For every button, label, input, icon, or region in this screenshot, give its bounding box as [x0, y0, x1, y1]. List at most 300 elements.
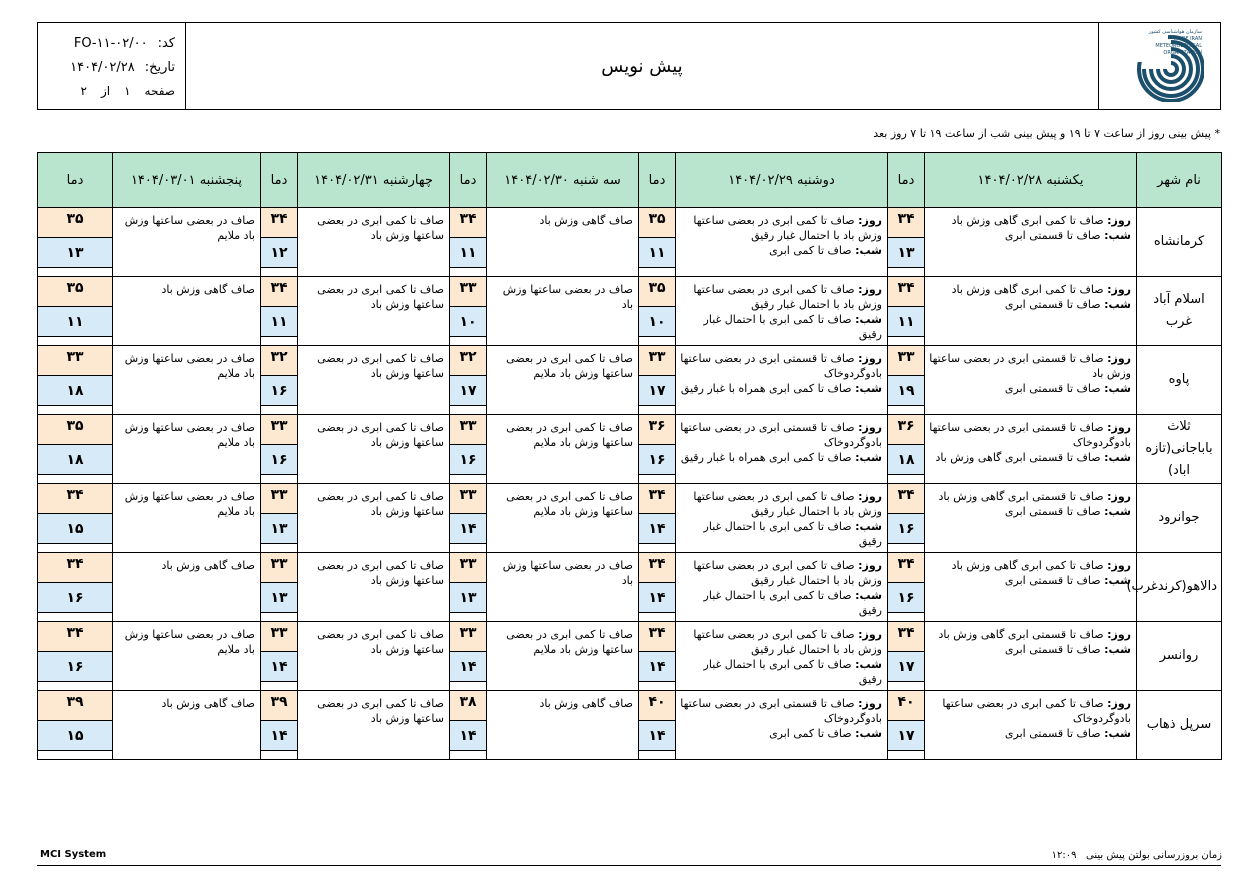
temperature-cell	[38, 691, 113, 760]
min-temperature: ۱۴	[639, 514, 675, 544]
day-forecast-text: صاف تا قسمتی ابری گاهی وزش باد	[938, 628, 1104, 641]
forecast-description	[925, 277, 1137, 346]
min-temperature: ۱۸	[38, 376, 112, 406]
temperature-cell	[38, 553, 113, 622]
temperature-cell	[639, 346, 676, 415]
night-forecast-text: صاف تا کمی ابری با احتمال غبار رقیق	[703, 589, 882, 617]
min-temperature: ۱۷	[639, 376, 675, 406]
table-row	[38, 415, 1222, 484]
temperature-cell	[261, 415, 298, 484]
max-temperature: ۳۴	[38, 622, 112, 652]
max-temperature: ۳۴	[639, 622, 675, 652]
page-number: ۱	[124, 84, 131, 98]
day-label: روز:	[1107, 421, 1131, 434]
forecast-text: صاف تا کمی ابری در بعضی ساعتها وزش باد ملایم	[506, 352, 633, 380]
day-forecast	[679, 696, 882, 726]
temperature-cell	[450, 553, 487, 622]
forecast-text: صاف تا کمی ابری در بعضی ساعتها وزش باد	[317, 559, 444, 587]
day-forecast	[928, 420, 1131, 450]
forecast-description	[298, 208, 450, 277]
temperature-cell	[639, 208, 676, 277]
forecast-description	[925, 415, 1137, 484]
day-forecast	[679, 282, 882, 312]
temperature-cell	[261, 691, 298, 760]
temperature-cell	[38, 484, 113, 553]
forecast-description	[925, 346, 1137, 415]
night-forecast	[679, 312, 882, 342]
min-temperature: ۱۶	[450, 445, 486, 475]
night-forecast	[679, 450, 882, 465]
day-label: روز:	[1107, 697, 1131, 710]
table-row	[38, 277, 1222, 346]
temperature-cell	[888, 691, 925, 760]
min-temperature: ۱۶	[261, 445, 297, 475]
min-temperature: ۱۷	[450, 376, 486, 406]
night-forecast-text: صاف تا قسمتی ابری	[1004, 574, 1101, 587]
max-temperature: ۳۵	[38, 208, 112, 238]
night-forecast	[928, 726, 1131, 741]
temperature-cell	[639, 553, 676, 622]
max-temperature: ۳۴	[639, 484, 675, 514]
max-temperature: ۳۹	[261, 691, 297, 721]
page-label: صفحه	[144, 84, 175, 98]
day-forecast-text: صاف تا کمی ابری گاهی وزش باد	[951, 283, 1104, 296]
forecast-text: صاف در بعضی ساعتها وزش باد ملایم	[124, 214, 255, 242]
forecast-text: صاف در بعضی ساعتها وزش باد ملایم	[124, 628, 255, 656]
forecast-description	[298, 346, 450, 415]
forecast-description	[487, 484, 639, 553]
day-column-header: دوشنبه ۱۴۰۴/۰۲/۲۹	[676, 153, 888, 208]
min-temperature: ۱۸	[888, 445, 924, 475]
min-temperature: ۱۶	[888, 583, 924, 613]
day-forecast	[679, 351, 882, 381]
temperature-cell	[450, 277, 487, 346]
max-temperature: ۳۴	[261, 208, 297, 238]
min-temperature: ۱۴	[639, 652, 675, 682]
forecast-description	[487, 208, 639, 277]
max-temperature: ۳۳	[450, 415, 486, 445]
forecast-text: صاف تا کمی ابری در بعضی ساعتها وزش باد	[317, 283, 444, 311]
city-name: پاوه	[1137, 346, 1222, 415]
logo	[1098, 23, 1220, 109]
day-forecast-text: صاف تا کمی ابری گاهی وزش باد	[951, 559, 1104, 572]
day-forecast-text: صاف تا کمی ابری گاهی وزش باد	[951, 214, 1104, 227]
max-temperature: ۳۴	[888, 277, 924, 307]
max-temperature: ۳۵	[38, 415, 112, 445]
day-column-header: سه شنبه ۱۴۰۴/۰۲/۳۰	[487, 153, 639, 208]
max-temperature: ۳۵	[639, 208, 675, 238]
date-value: ۱۴۰۴/۰۲/۲۸	[70, 59, 135, 75]
night-forecast-text: صاف تا قسمتی ابری	[1004, 382, 1101, 395]
temperature-cell	[888, 484, 925, 553]
forecast-description	[298, 622, 450, 691]
temp-column-header: دما	[639, 153, 676, 208]
night-forecast-text: صاف تا قسمتی ابری	[1004, 727, 1101, 740]
temperature-cell	[261, 208, 298, 277]
temperature-cell	[450, 346, 487, 415]
max-temperature: ۳۳	[450, 277, 486, 307]
temperature-cell	[450, 415, 487, 484]
day-forecast-text: صاف تا قسمتی ابری در بعضی ساعتها بادوگردوخاک	[680, 421, 882, 449]
max-temperature: ۳۴	[261, 277, 297, 307]
temperature-cell	[888, 622, 925, 691]
temperature-cell	[450, 484, 487, 553]
forecast-text: صاف گاهی وزش باد	[161, 697, 255, 710]
day-label: روز:	[858, 697, 882, 710]
forecast-description	[298, 691, 450, 760]
night-forecast	[928, 297, 1131, 312]
table-row	[38, 622, 1222, 691]
temperature-cell	[38, 415, 113, 484]
day-forecast	[928, 213, 1131, 228]
temperature-cell	[888, 208, 925, 277]
logo-line: سازمان هواشناسی کشور	[1148, 29, 1202, 35]
forecast-description	[113, 691, 261, 760]
day-forecast	[928, 351, 1131, 381]
table-row	[38, 484, 1222, 553]
temp-column-header: دما	[450, 153, 487, 208]
min-temperature: ۱۴	[450, 514, 486, 544]
day-column-header: پنجشنبه ۱۴۰۴/۰۳/۰۱	[113, 153, 261, 208]
forecast-description	[298, 553, 450, 622]
day-forecast	[928, 696, 1131, 726]
day-label: روز:	[1107, 559, 1131, 572]
city-name: جوانرود	[1137, 484, 1222, 553]
max-temperature: ۴۰	[888, 691, 924, 721]
min-temperature: ۱۳	[261, 514, 297, 544]
day-forecast-text: صاف تا قسمتی ابری گاهی وزش باد	[938, 490, 1104, 503]
max-temperature: ۳۴	[888, 622, 924, 652]
temperature-cell	[261, 484, 298, 553]
max-temperature: ۳۲	[261, 346, 297, 376]
temperature-cell	[261, 277, 298, 346]
forecast-description	[487, 553, 639, 622]
min-temperature: ۱۰	[639, 307, 675, 337]
day-forecast-text: صاف تا کمی ابری در بعضی ساعتها بادوگردوخاک	[942, 697, 1131, 725]
forecast-text: صاف در بعضی ساعتها وزش باد ملایم	[124, 352, 255, 380]
night-label: شب:	[1104, 451, 1131, 464]
night-label: شب:	[855, 658, 882, 671]
night-label: شب:	[1104, 727, 1131, 740]
max-temperature: ۳۴	[888, 208, 924, 238]
forecast-description	[925, 553, 1137, 622]
temperature-cell	[888, 277, 925, 346]
min-temperature: ۱۴	[261, 652, 297, 682]
forecast-description	[113, 622, 261, 691]
page-total: ۲	[80, 84, 87, 98]
city-name: کرمانشاه	[1137, 208, 1222, 277]
night-forecast-text: صاف تا کمی ابری با احتمال غبار رقیق	[703, 520, 882, 548]
day-forecast-text: صاف تا کمی ابری در بعضی ساعتها وزش باد با احتمال غبار رقیق	[693, 628, 882, 656]
night-forecast-text: صاف تا قسمتی ابری گاهی وزش باد	[935, 451, 1101, 464]
date-label: تاریخ:	[144, 59, 175, 75]
forecast-description	[676, 691, 888, 760]
night-forecast	[928, 642, 1131, 657]
max-temperature: ۳۳	[450, 484, 486, 514]
forecast-text: صاف تا کمی ابری در بعضی ساعتها وزش باد	[317, 697, 444, 725]
night-forecast	[928, 381, 1131, 396]
day-label: روز:	[858, 214, 882, 227]
min-temperature: ۱۱	[38, 307, 112, 337]
night-label: شب:	[855, 244, 882, 257]
max-temperature: ۳۴	[450, 208, 486, 238]
city-name: دالاهو(کرندغرب)	[1137, 553, 1222, 622]
forecast-description	[676, 208, 888, 277]
forecast-description	[487, 622, 639, 691]
max-temperature: ۳۳	[261, 484, 297, 514]
max-temperature: ۳۶	[888, 415, 924, 445]
night-label: شب:	[1104, 505, 1131, 518]
min-temperature: ۱۶	[639, 445, 675, 475]
forecast-note: * پیش بینی روز از ساعت ۷ تا ۱۹ و پیش بینی شب از ساعت ۱۹ تا ۷ روز بعد	[873, 127, 1220, 140]
day-label: روز:	[1107, 283, 1131, 296]
max-temperature: ۳۳	[639, 346, 675, 376]
day-forecast-text: صاف تا کمی ابری در بعضی ساعتها وزش باد با احتمال غبار رقیق	[693, 214, 882, 242]
min-temperature: ۱۲	[261, 238, 297, 268]
day-column-header: یکشنبه ۱۴۰۴/۰۲/۲۸	[925, 153, 1137, 208]
day-label: روز:	[858, 421, 882, 434]
night-label: شب:	[1104, 229, 1131, 242]
min-temperature: ۱۴	[261, 721, 297, 751]
system-name: MCI System	[40, 849, 107, 860]
day-column-header: چهارشنبه ۱۴۰۴/۰۲/۳۱	[298, 153, 450, 208]
forecast-description	[298, 415, 450, 484]
page-title: پیش نویس	[601, 55, 683, 77]
forecast-description	[676, 415, 888, 484]
table-row	[38, 691, 1222, 760]
min-temperature: ۱۱	[639, 238, 675, 268]
day-forecast-text: صاف تا قسمتی ابری در بعضی ساعتها بادوگردوخاک	[929, 421, 1131, 449]
temperature-cell	[639, 622, 676, 691]
night-label: شب:	[855, 382, 882, 395]
night-label: شب:	[1104, 382, 1131, 395]
temperature-cell	[888, 346, 925, 415]
night-label: شب:	[1104, 298, 1131, 311]
min-temperature: ۱۵	[38, 721, 112, 751]
night-forecast-text: صاف تا کمی ابری با احتمال غبار رقیق	[703, 313, 882, 341]
day-label: روز:	[1107, 628, 1131, 641]
night-forecast-text: صاف تا کمی ابری با احتمال غبار رقیق	[703, 658, 882, 686]
night-forecast	[679, 381, 882, 396]
forecast-text: صاف تا کمی ابری در بعضی ساعتها وزش باد ملایم	[506, 628, 633, 656]
temperature-cell	[261, 622, 298, 691]
forecast-description	[113, 415, 261, 484]
forecast-text: صاف در بعضی ساعتها وزش باد ملایم	[124, 421, 255, 449]
night-label: شب:	[1104, 574, 1131, 587]
footer-divider	[37, 865, 1221, 866]
update-info	[1052, 850, 1222, 861]
night-forecast	[679, 657, 882, 687]
max-temperature: ۳۸	[450, 691, 486, 721]
min-temperature: ۱۱	[261, 307, 297, 337]
forecast-description	[925, 208, 1137, 277]
forecast-description	[298, 277, 450, 346]
forecast-text: صاف گاهی وزش باد	[161, 559, 255, 572]
min-temperature: ۱۷	[888, 652, 924, 682]
temperature-cell	[38, 346, 113, 415]
night-label: شب:	[855, 313, 882, 326]
code-label: کد:	[157, 35, 175, 51]
min-temperature: ۱۰	[450, 307, 486, 337]
night-forecast-text: صاف تا کمی ابری همراه با غبار رقیق	[680, 382, 852, 395]
forecast-text: صاف تا کمی ابری در بعضی ساعتها وزش باد	[317, 214, 444, 242]
day-forecast	[679, 558, 882, 588]
night-forecast-text: صاف تا قسمتی ابری	[1004, 229, 1101, 242]
max-temperature: ۳۳	[888, 346, 924, 376]
max-temperature: ۳۳	[261, 553, 297, 583]
temperature-cell	[639, 484, 676, 553]
night-label: شب:	[855, 451, 882, 464]
forecast-text: صاف تا کمی ابری در بعضی ساعتها وزش باد ملایم	[506, 421, 633, 449]
table-row	[38, 553, 1222, 622]
min-temperature: ۱۸	[38, 445, 112, 475]
temperature-cell	[639, 277, 676, 346]
day-forecast	[928, 282, 1131, 297]
max-temperature: ۳۳	[261, 622, 297, 652]
max-temperature: ۳۳	[450, 553, 486, 583]
temp-column-header: دما	[38, 153, 113, 208]
forecast-table-body	[38, 208, 1222, 760]
forecast-description	[113, 277, 261, 346]
max-temperature: ۳۵	[639, 277, 675, 307]
night-forecast-text: صاف تا قسمتی ابری	[1004, 643, 1101, 656]
min-temperature: ۱۱	[888, 307, 924, 337]
city-column-header: نام شهر	[1137, 153, 1222, 208]
logo-text	[1149, 29, 1202, 57]
min-temperature: ۱۶	[38, 583, 112, 613]
temp-column-header: دما	[888, 153, 925, 208]
night-label: شب:	[1104, 643, 1131, 656]
day-label: روز:	[1107, 490, 1131, 503]
night-forecast	[679, 588, 882, 618]
min-temperature: ۱۹	[888, 376, 924, 406]
temperature-cell	[888, 415, 925, 484]
forecast-description	[925, 622, 1137, 691]
city-name: اسلام آباد غرب	[1137, 277, 1222, 346]
city-name: ثلاث باباجانی(تازه اباد)	[1137, 415, 1222, 484]
day-label: روز:	[1107, 214, 1131, 227]
temperature-cell	[450, 691, 487, 760]
forecast-description	[487, 415, 639, 484]
night-forecast	[928, 504, 1131, 519]
forecast-description	[113, 553, 261, 622]
logo-line: I.R.OF IRAN	[1173, 36, 1202, 42]
forecast-text: صاف گاهی وزش باد	[539, 214, 633, 227]
document-meta	[38, 23, 186, 109]
min-temperature: ۱۳	[261, 583, 297, 613]
min-temperature: ۱۳	[38, 238, 112, 268]
min-temperature: ۱۳	[450, 583, 486, 613]
day-forecast	[679, 627, 882, 657]
forecast-text: صاف گاهی وزش باد	[161, 283, 255, 296]
forecast-description	[298, 484, 450, 553]
logo-line: ORGANIZATION	[1163, 50, 1202, 56]
temperature-cell	[261, 346, 298, 415]
night-forecast-text: صاف تا کمی ابری همراه با غبار رقیق	[680, 451, 852, 464]
day-forecast-text: صاف تا قسمتی ابری در بعضی ساعتها بادوگردوخاک	[680, 352, 882, 380]
day-forecast-text: صاف تا قسمتی ابری در بعضی ساعتها بادوگردوخاک	[680, 697, 882, 725]
max-temperature: ۳۴	[639, 553, 675, 583]
table-header-row	[38, 153, 1222, 208]
min-temperature: ۱۶	[888, 514, 924, 544]
forecast-description	[676, 622, 888, 691]
temperature-cell	[261, 553, 298, 622]
max-temperature: ۳۴	[38, 553, 112, 583]
night-forecast-text: صاف تا قسمتی ابری	[1004, 298, 1101, 311]
update-time: ۱۲:۰۹	[1051, 850, 1077, 861]
day-forecast	[679, 213, 882, 243]
temperature-cell	[639, 691, 676, 760]
day-forecast	[928, 558, 1131, 573]
forecast-description	[113, 208, 261, 277]
max-temperature: ۳۵	[38, 277, 112, 307]
min-temperature: ۱۴	[639, 583, 675, 613]
forecast-description	[487, 691, 639, 760]
update-label: زمان بروزرسانی بولتن پیش بینی	[1086, 850, 1222, 861]
day-forecast	[679, 489, 882, 519]
day-forecast-text: صاف تا قسمتی ابری در بعضی ساعتها وزش باد	[929, 352, 1131, 380]
max-temperature: ۳۳	[38, 346, 112, 376]
temp-column-header: دما	[261, 153, 298, 208]
forecast-text: صاف در بعضی ساعتها وزش باد	[502, 559, 633, 587]
night-label: شب:	[855, 727, 882, 740]
max-temperature: ۴۰	[639, 691, 675, 721]
forecast-text: صاف تا کمی ابری در بعضی ساعتها وزش باد	[317, 352, 444, 380]
min-temperature: ۱۶	[261, 376, 297, 406]
night-forecast	[679, 519, 882, 549]
max-temperature: ۳۴	[38, 484, 112, 514]
temperature-cell	[450, 622, 487, 691]
header-box	[37, 22, 1221, 110]
forecast-description	[487, 277, 639, 346]
forecast-description	[676, 346, 888, 415]
day-forecast-text: صاف تا کمی ابری در بعضی ساعتها وزش باد با احتمال غبار رقیق	[693, 559, 882, 587]
min-temperature: ۱۴	[450, 721, 486, 751]
max-temperature: ۳۲	[450, 346, 486, 376]
day-label: روز:	[858, 559, 882, 572]
day-label: روز:	[858, 490, 882, 503]
forecast-text: صاف تا کمی ابری در بعضی ساعتها وزش باد	[317, 490, 444, 518]
min-temperature: ۱۱	[450, 238, 486, 268]
temperature-cell	[639, 415, 676, 484]
day-label: روز:	[858, 628, 882, 641]
forecast-description	[113, 346, 261, 415]
max-temperature: ۳۹	[38, 691, 112, 721]
temperature-cell	[450, 208, 487, 277]
night-forecast-text: صاف تا کمی ابری	[769, 727, 852, 740]
max-temperature: ۳۳	[450, 622, 486, 652]
night-forecast	[928, 450, 1131, 465]
forecast-description	[676, 553, 888, 622]
night-forecast-text: صاف تا قسمتی ابری	[1004, 505, 1101, 518]
forecast-text: صاف تا کمی ابری در بعضی ساعتها وزش باد	[317, 421, 444, 449]
day-forecast	[679, 420, 882, 450]
city-name: سرپل ذهاب	[1137, 691, 1222, 760]
min-temperature: ۱۴	[639, 721, 675, 751]
forecast-description	[487, 346, 639, 415]
table-row	[38, 208, 1222, 277]
night-forecast	[679, 243, 882, 258]
max-temperature: ۳۶	[639, 415, 675, 445]
city-name: روانسر	[1137, 622, 1222, 691]
forecast-text: صاف تا کمی ابری در بعضی ساعتها وزش باد ملایم	[506, 490, 633, 518]
night-forecast	[679, 726, 882, 741]
forecast-text: صاف تا کمی ابری در بعضی ساعتها وزش باد	[317, 628, 444, 656]
code-value: FO-۱۱-۰۲/۰۰	[73, 35, 148, 51]
night-label: شب:	[855, 520, 882, 533]
logo-line: METEOROLOGICAL	[1155, 43, 1202, 49]
forecast-text: صاف در بعضی ساعتها وزش باد	[502, 283, 633, 311]
